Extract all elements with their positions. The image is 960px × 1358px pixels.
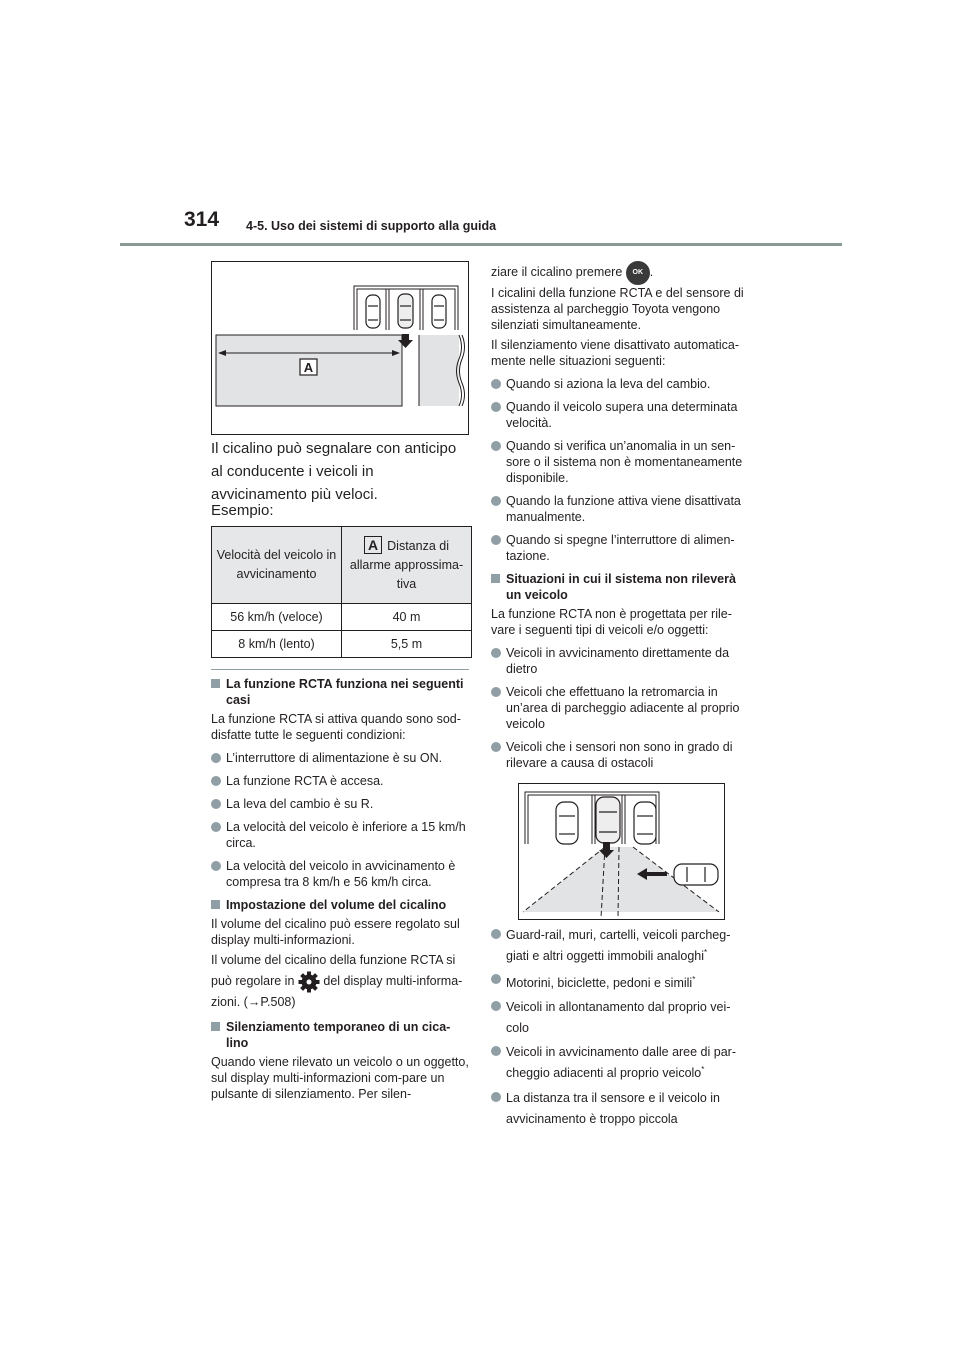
heading-square-icon xyxy=(491,574,500,583)
figure-label-a: A xyxy=(303,360,314,375)
section-title: 4-5. Uso dei sistemi di supporto alla guida xyxy=(246,219,497,233)
bullet-icon xyxy=(491,742,501,752)
parked-cars xyxy=(366,294,446,328)
paragraph: Il volume del cicalino della funzione RCTA si xyxy=(211,953,456,967)
paragraph: La funzione RCTA si attiva quando sono sod-disfatte tutte le seguenti condizioni: xyxy=(211,712,461,742)
table-cell: 56 km/h (veloce) xyxy=(212,604,342,631)
alarm-distance-table xyxy=(211,526,472,658)
list-item: Veicoli che effettuano la retromarcia in un’area di parcheggio adiacente al proprio veicolo xyxy=(491,684,749,732)
sensor-range-diagram xyxy=(519,784,724,919)
figure-rcta-alarm-distance xyxy=(211,261,469,435)
section-heading: Impostazione del volume del cicalino xyxy=(211,897,469,913)
section-heading: La funzione RCTA funziona nei seguenti casi xyxy=(211,676,469,708)
table-cell: 40 m xyxy=(342,604,472,631)
intro-paragraph: Il cicalino può segnalare con anticipo al conducente i veicoli in avvicinamento più veloci. xyxy=(211,440,457,503)
table-header-speed: Velocità del veicolo in avvicinamento xyxy=(212,527,342,604)
list-item: Guard-rail, muri, cartelli, veicoli parcheg-giati e altri oggetti immobili analoghi* xyxy=(491,926,749,965)
bullet-icon xyxy=(211,861,221,871)
bullet-icon xyxy=(491,648,501,658)
bullet-icon xyxy=(491,1092,501,1102)
list-item: Quando il veicolo supera una determinata velocità. xyxy=(491,399,749,431)
list-item: Quando si spegne l’interruttore di alimen-tazione. xyxy=(491,532,749,564)
bullet-icon xyxy=(491,496,501,506)
paragraph: Quando viene rilevato un veicolo o un oggetto, sul display multi-informazioni com-pare un pulsante di silenziamento. Per silen- xyxy=(211,1055,469,1101)
heading-square-icon xyxy=(211,1022,220,1031)
list-item: La distanza tra il sensore e il veicolo in avvicinamento è troppo piccola xyxy=(491,1089,749,1128)
list-item: Quando si verifica un’anomalia in un sen-sore o il sistema non è momentaneamente disponibile. xyxy=(491,438,749,486)
header-divider xyxy=(120,243,842,246)
bullet-icon xyxy=(491,1046,501,1056)
list-item: Quando si aziona la leva del cambio. xyxy=(491,376,749,392)
paragraph: Il volume del cicalino può essere regolato sul display multi-informazioni. xyxy=(211,917,460,947)
label-a-box: A xyxy=(364,536,382,554)
bullet-icon xyxy=(491,687,501,697)
list-item: Veicoli in avvicinamento direttamente da dietro xyxy=(491,645,749,677)
list-item: Veicoli in allontanamento dal proprio vei-colo xyxy=(491,998,749,1037)
bullet-icon xyxy=(491,402,501,412)
section-divider xyxy=(211,669,469,670)
section-heading: Situazioni in cui il sistema non rileverà un veicolo xyxy=(491,571,749,603)
table-cell: 5,5 m xyxy=(342,631,472,658)
list-item: Motorini, biciclette, pedoni e simili* xyxy=(491,971,749,992)
bullet-icon xyxy=(491,1001,501,1011)
bullet-icon xyxy=(211,799,221,809)
bullet-icon xyxy=(491,379,501,389)
paragraph: Il silenziamento viene disattivato automatica-mente nelle situazioni seguenti: xyxy=(491,338,740,368)
table-cell: 8 km/h (lento) xyxy=(212,631,342,658)
ok-button-icon: OK xyxy=(626,261,650,285)
list-item: La leva del cambio è su R. xyxy=(211,796,469,812)
paragraph-with-icon: può regolare in del display multi-informa- xyxy=(211,968,469,994)
paragraph: zioni. (→P.508) xyxy=(211,995,296,1009)
bullet-icon xyxy=(491,929,501,939)
bullet-icon xyxy=(491,441,501,451)
paragraph-with-icon: ziare il cicalino premere OK . xyxy=(491,259,749,285)
list-item: La funzione RCTA è accesa. xyxy=(211,773,469,789)
page-number: 314 xyxy=(184,208,220,231)
list-item: L’interruttore di alimentazione è su ON. xyxy=(211,750,469,766)
bullet-icon xyxy=(211,822,221,832)
bullet-icon xyxy=(211,753,221,763)
list-item: La velocità del veicolo è inferiore a 15 km/h circa. xyxy=(211,819,469,851)
settings-gear-icon xyxy=(298,971,320,993)
paragraph: La funzione RCTA non è progettata per rile-vare i seguenti tipi di veicoli e/o oggetti: xyxy=(491,607,732,637)
left-column-text xyxy=(211,676,469,1102)
right-column-text xyxy=(491,259,749,771)
example-label: Esempio: xyxy=(211,502,274,519)
list-item: Quando la funzione attiva viene disattivata manualmente. xyxy=(491,493,749,525)
list-item: Veicoli in avvicinamento dalle aree di par-cheggio adiacenti al proprio veicolo* xyxy=(491,1043,749,1082)
list-item: Veicoli che i sensori non sono in grado di rilevare a causa di ostacoli xyxy=(491,739,749,771)
parking-lot-diagram xyxy=(212,262,468,434)
bullet-icon xyxy=(211,776,221,786)
heading-square-icon xyxy=(211,900,220,909)
figure-rcta-obstructed xyxy=(518,783,725,920)
paragraph: I cicalini della funzione RCTA e del sensore di assistenza al parcheggio Toyota vengono silenziati simultaneamente. xyxy=(491,286,744,332)
list-item: La velocità del veicolo in avvicinamento è compresa tra 8 km/h e 56 km/h circa. xyxy=(211,858,469,890)
heading-square-icon xyxy=(211,679,220,688)
bullet-icon xyxy=(491,974,501,984)
bullet-icon xyxy=(491,535,501,545)
section-heading: Silenziamento temporaneo di un cica-lino xyxy=(211,1019,469,1051)
right-column-list-2 xyxy=(491,926,749,1128)
table-header-distance: A Distanza di allarme approssima-tiva xyxy=(342,527,472,604)
